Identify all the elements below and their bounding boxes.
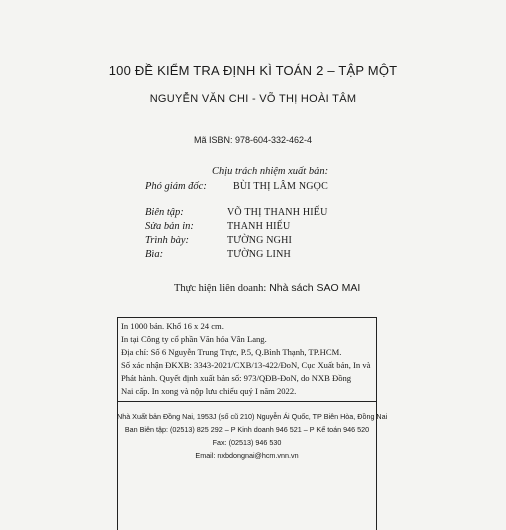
credit-value: TƯỜNG NGHI [227,235,293,246]
print-info-line: In 1000 bản. Khổ 16 x 24 cm. [121,321,224,331]
deputy-director-label: Phó giám đốc: [145,181,207,192]
book-title: 100 ĐỀ KIỂM TRA ĐỊNH KÌ TOÁN 2 – TẬP MỘT [108,63,398,78]
publisher-line: Ban Biên tập: (02513) 825 292 – P Kinh doanh 946 521 – P Kế toán 946 520 [124,425,370,434]
joint-venture-label: Thực hiện liên doanh: [174,283,267,294]
credit-row [145,234,292,246]
joint-venture-name: Nhà sách SAO MAI [269,282,361,294]
credit-row [145,206,328,218]
deputy-director-name: BÙI THỊ LÂM NGỌC [233,181,328,192]
print-info-line: Số xác nhận ĐKXB: 3343-2021/CXB/13-422/ĐoN, Cục Xuất bản, In và [121,360,371,370]
credit-value: TƯỜNG LINH [227,249,291,260]
responsibility-heading: Chịu trách nhiệm xuất bản: [212,166,329,177]
deputy-director-row [145,180,328,192]
credit-row [145,248,291,260]
print-info-line: In tại Công ty cổ phần Văn hóa Vân Lang. [121,334,267,344]
print-info-line: Nai cấp. In xong và nộp lưu chiểu quý I năm 2022. [121,386,297,396]
publisher-email: Email: nxbdongnai@hcm.vnn.vn [195,451,299,460]
joint-venture-line [174,282,360,294]
credit-value: VÕ THỊ THANH HIẾU [227,207,328,218]
credit-label: Biên tập: [145,207,184,218]
credit-label: Trình bày: [145,235,190,246]
isbn-line: Mã ISBN: 978-604-332-462-4 [193,135,313,145]
publisher-line: Fax: (02513) 946 530 [212,438,282,447]
print-info-line: Phát hành. Quyết định xuất bản số: 973/QĐB-ĐoN, do NXB Đồng [121,373,352,383]
credit-label: Bìa: [145,249,164,260]
credit-value: THANH HIẾU [227,221,291,232]
publisher-line: Nhà Xuất bản Đồng Nai, 1953J (số cũ 210) Nguyễn Ái Quốc, TP Biên Hòa, Đồng Nai [117,412,388,421]
book-authors: NGUYỄN VĂN CHI - VÕ THỊ HOÀI TÂM [149,93,357,105]
print-info-line: Địa chỉ: Số 6 Nguyễn Trung Trực, P.5, Q.Bình Thạnh, TP.HCM. [121,347,342,357]
credit-label: Sửa bản in: [145,221,194,232]
colophon-divider [117,401,377,402]
credit-row [145,220,290,232]
